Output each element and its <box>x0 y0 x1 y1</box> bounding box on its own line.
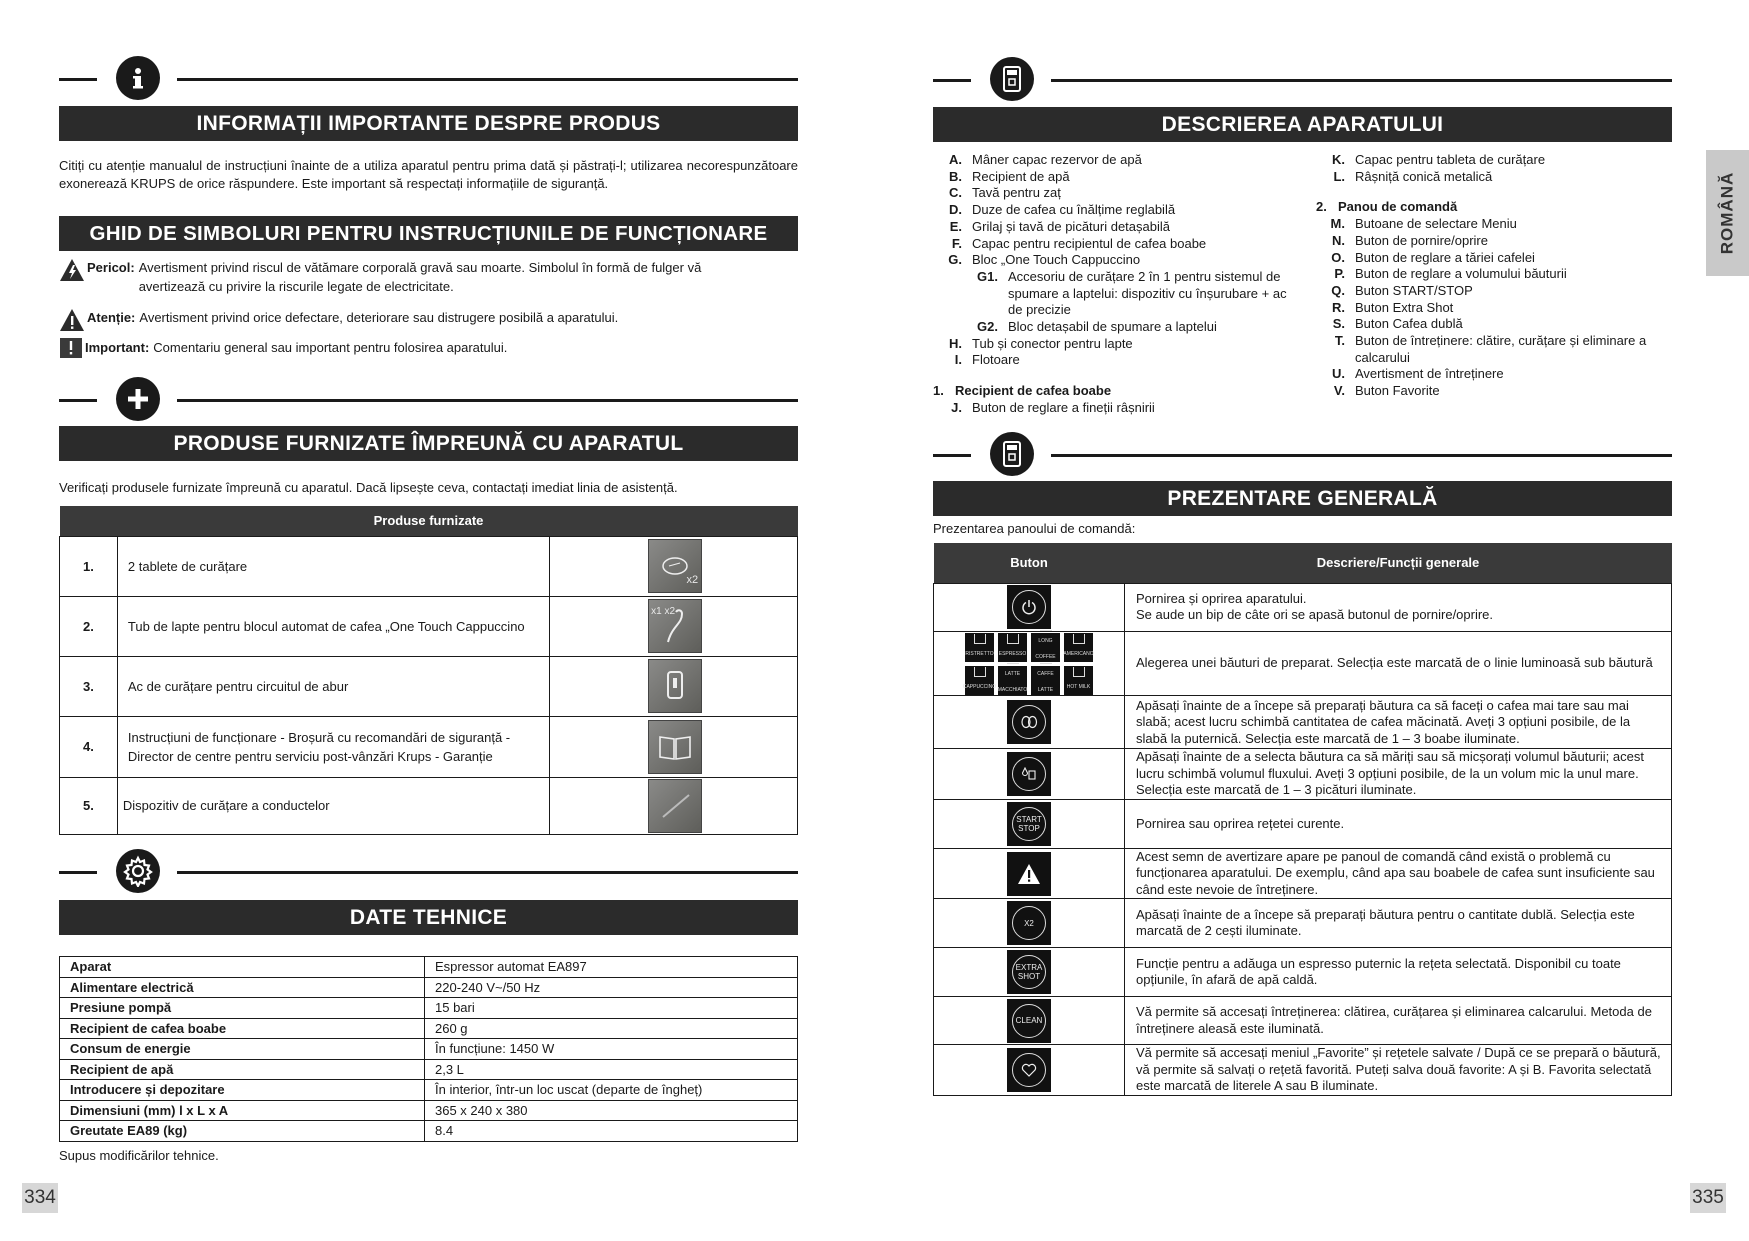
table-row <box>60 1080 798 1101</box>
function-description: Pornirea sau oprirea rețetei curente. <box>1125 799 1672 848</box>
important-icon <box>59 338 85 365</box>
plus-icon <box>116 377 160 421</box>
quantity-badge: x2 <box>686 574 699 586</box>
table-row <box>60 977 798 998</box>
beverage-button-icon: CAPPUCCINO <box>965 666 994 695</box>
spec-value: 365 x 240 x 380 <box>425 1100 798 1121</box>
table-row <box>934 631 1672 696</box>
table-row <box>934 749 1672 800</box>
row-number: 1. <box>60 536 118 596</box>
spec-value: În interior, într-un loc uscat (departe de îngheț) <box>425 1080 798 1101</box>
products-paragraph: Verificați produsele furnizate împreună cu aparatul. Dacă lipsește ceva, contactați imediat linia de asistență. <box>59 480 678 495</box>
list-item: D. Duze de cafea cu înălțime reglabilă <box>949 202 1176 218</box>
page-number: 335 <box>1690 1183 1726 1213</box>
table-row <box>60 957 798 978</box>
table-row <box>934 997 1672 1045</box>
row-text: Instrucțiuni de funcționare - Broșură cu recomandări de siguranță - Director de centre pentru serviciu post-vânzări Krups - Garanție <box>117 716 549 777</box>
spec-key: Introducere și depozitare <box>60 1080 425 1101</box>
power-icon <box>1007 585 1051 629</box>
group-head: 1. Recipient de cafea boabe <box>933 383 1112 399</box>
spec-value: 8.4 <box>425 1121 798 1142</box>
function-description: Acest semn de avertizare apare pe panoul de comandă când există o problemă cu funcționarea aparatului. De exemplu, când apa sau boabele de cafea sunt insuficiente sau când este nevoie de întreținere. <box>1125 848 1672 899</box>
section-title-symbols: GHID DE SIMBOLURI PENTRU INSTRUCȚIUNILE DE FUNCȚIONARE <box>59 216 798 251</box>
row-text: Tub de lapte pentru blocul automat de cafea „One Touch Cappuccino <box>117 596 549 656</box>
group-head: 2. Panou de comandă <box>1316 199 1458 215</box>
spec-key: Presiune pompă <box>60 998 425 1019</box>
list-item: O. Buton de reglare a tăriei cafelei <box>1331 249 1535 265</box>
list-item: K. Capac pentru tableta de curățare <box>1332 152 1546 167</box>
section-title-products: PRODUSE FURNIZATE ÎMPREUNĂ CU APARATUL <box>59 426 798 461</box>
table-row <box>934 799 1672 848</box>
list-item: C. Tavă pentru zaț <box>949 185 1061 201</box>
list-item: E. Grilaj și tavă de picături detașabilă <box>949 218 1170 234</box>
overview-divider <box>933 432 1672 478</box>
symbol-text: Avertisment privind orice defectare, deteriorare sau distrugere posibilă a aparatului. <box>139 310 619 325</box>
overview-intro: Prezentarea panoului de comandă: <box>933 521 1136 536</box>
machine-icon <box>990 432 1034 476</box>
table-row <box>934 696 1672 749</box>
spec-key: Recipient de apă <box>60 1059 425 1080</box>
function-description: Funcție pentru a adăuga un espresso puternic la rețeta selectată. Disponibil cu toate opțiunile, în afară de apă caldă. <box>1125 948 1672 997</box>
function-description: Pornirea și oprirea aparatului. Se aude un bip de câte ori se apasă butonul de pornire/oprire. <box>1125 583 1672 631</box>
list-item: U. Avertisment de întreținere <box>1332 366 1504 382</box>
spec-key: Greutate EA89 (kg) <box>60 1121 425 1142</box>
control-panel-table <box>933 543 1672 1096</box>
spec-key: Aparat <box>60 957 425 978</box>
beverage-button-icon: CAFFE LATTE <box>1031 666 1060 695</box>
spec-value: 15 bari <box>425 998 798 1019</box>
bean-strength-icon <box>1007 700 1051 744</box>
section-title-tech: DATE TEHNICE <box>59 900 798 935</box>
tech-note: Supus modificărilor tehnice. <box>59 1148 219 1163</box>
beverage-button-icon: HOT MILK <box>1064 666 1093 695</box>
table-row <box>60 1121 798 1142</box>
list-item: A. Mâner capac rezervor de apă <box>949 152 1142 167</box>
list-item: M. Butoane de selectare Meniu <box>1330 216 1517 232</box>
steam-needle-image <box>648 659 702 713</box>
section-title-description: DESCRIEREA APARATULUI <box>933 107 1672 142</box>
list-item: R. Buton Extra Shot <box>1332 299 1454 315</box>
table-row <box>60 1100 798 1121</box>
products-table-header: Produse furnizate <box>60 506 798 536</box>
table-row <box>60 656 798 716</box>
list-item: B. Recipient de apă <box>949 168 1070 184</box>
list-item: N. Buton de pornire/oprire <box>1332 232 1488 248</box>
symbol-danger <box>59 258 759 296</box>
list-item: G1. Accesoriu de curățare 2 în 1 pentru sistemul de spumare a laptelui: dispozitiv cu înșurubare + ac de precizie <box>977 268 1287 318</box>
pipe-cleaner-image <box>648 779 702 833</box>
beverage-button-icon: LATTE MACCHIATO <box>998 666 1027 695</box>
spec-key: Alimentare electrică <box>60 977 425 998</box>
left-page <box>0 0 870 1241</box>
symbol-text: Avertisment privind riscul de vătămare corporală gravă sau moarte. Simbolul în formă de fulger vă avertizează cu privire la riscurile legate de electricitate. <box>138 260 702 294</box>
table-row <box>60 596 798 656</box>
col-header-button: Buton <box>934 543 1125 583</box>
list-item: F. Capac pentru recipientul de cafea boabe <box>951 235 1207 251</box>
clean-icon: CLEAN <box>1007 999 1051 1043</box>
row-text: Ac de curățare pentru circuitul de abur <box>117 656 549 716</box>
spec-value: În funcțiune: 1450 W <box>425 1039 798 1060</box>
spec-value: 2,3 L <box>425 1059 798 1080</box>
section-title-overview: PREZENTARE GENERALĂ <box>933 481 1672 516</box>
quantity-badge: x1 x2 <box>651 606 676 617</box>
info-divider <box>59 56 798 102</box>
table-row <box>60 716 798 777</box>
row-text: Dispozitiv de curățare a conductelor <box>117 777 549 834</box>
spec-value: 220-240 V~/50 Hz <box>425 977 798 998</box>
volume-icon <box>1007 752 1051 796</box>
row-number: 3. <box>60 656 118 716</box>
table-row <box>934 583 1672 631</box>
function-description: Apăsați înainte de a începe să preparați băutura ca să faceți o cafea mai tare sau mai slabă; acest lucru schimbă cantitatea de cafea măcinată. Aveți 3 opțiuni posibile, de la slabă la puternică. Selecția este marcată de 1 – 3 boabe iluminate. <box>1125 696 1672 749</box>
symbol-important <box>59 338 759 365</box>
function-description: Alegerea unei băuturi de preparat. Selecția este marcată de o linie luminoasă sub băutură <box>1125 631 1672 696</box>
info-icon <box>116 56 160 100</box>
beverage-button-icon: RISTRETTO <box>965 633 994 662</box>
parts-list-col1 <box>933 152 1292 417</box>
list-item: V. Buton Favorite <box>1333 383 1440 399</box>
tech-divider <box>59 849 798 895</box>
table-row <box>60 1059 798 1080</box>
function-description: Apăsați înainte de a începe să preparați băutura pentru o cantitate dublă. Selecția este marcată de 2 cești iluminate. <box>1125 899 1672 948</box>
list-item: J. Buton de reglare a fineții râșnirii <box>951 399 1155 415</box>
section-title-info: INFORMAȚII IMPORTANTE DESPRE PRODUS <box>59 106 798 141</box>
table-row <box>60 1018 798 1039</box>
table-row <box>60 1039 798 1060</box>
symbol-caution <box>59 308 759 337</box>
table-row <box>934 948 1672 997</box>
beverage-button-icon: LONG COFFEE <box>1031 633 1060 662</box>
beverage-button-icon: AMERICANO <box>1064 633 1093 662</box>
list-item: G2. Bloc detașabil de spumare a laptelui <box>977 319 1217 335</box>
list-item: S. Buton Cafea dublă <box>1332 316 1463 332</box>
heart-icon <box>1007 1048 1051 1092</box>
table-row <box>60 998 798 1019</box>
beverage-button-icon: ESPRESSO <box>998 633 1027 662</box>
function-description: Vă permite să accesați întreținerea: clătirea, curățarea și eliminarea calcarului. Metoda de întreținere aleasă este iluminată. <box>1125 997 1672 1045</box>
spec-key: Dimensiuni (mm) l x L x A <box>60 1100 425 1121</box>
row-number: 4. <box>60 716 118 777</box>
row-text: 2 tablete de curățare <box>117 536 549 596</box>
table-row <box>934 848 1672 899</box>
booklet-image <box>648 720 702 774</box>
table-row <box>934 1045 1672 1096</box>
table-row <box>60 777 798 834</box>
start-stop-icon: START STOP <box>1007 802 1051 846</box>
list-item: P. Buton de reglare a volumului băuturii <box>1334 266 1567 282</box>
list-item: I. Flotoare <box>954 352 1020 368</box>
list-item: L. Râșniță conică metalică <box>1333 168 1493 184</box>
cleaning-tablet-image <box>648 539 702 593</box>
desc-divider <box>933 57 1672 103</box>
list-item: T. Buton de întreținere: clătire, curățare și eliminare a calcarului <box>1334 333 1647 365</box>
list-item: H. Tub și conector pentru lapte <box>949 335 1133 351</box>
info-paragraph: Citiți cu atenție manualul de instrucțiuni înainte de a utiliza aparatul pentru prima dată și păstrați-l; utilizarea necorespunzătoare exonerează KRUPS de orice răspundere. Este important să respectați informațiile de siguranță. <box>59 158 798 191</box>
products-divider <box>59 377 798 423</box>
language-tab: ROMÂNĂ <box>1706 150 1749 276</box>
list-item: Q. Buton START/STOP <box>1331 282 1473 298</box>
caution-icon <box>59 308 87 337</box>
spec-value: Espressor automat EA897 <box>425 957 798 978</box>
function-description: Apăsați înainte de a selecta băutura ca să măriți sau să micșorați volumul băuturii; acest lucru schimbă volumul fluxului. Aveți 3 opțiuni posibile, de la un volum mic la unul mare. Selecția este marcată de 1 – 3 picături iluminate. <box>1125 749 1672 800</box>
row-number: 2. <box>60 596 118 656</box>
table-row <box>934 899 1672 948</box>
machine-icon <box>990 57 1034 101</box>
list-item: G. Bloc „One Touch Cappuccino <box>948 252 1141 268</box>
gear-icon <box>116 849 160 893</box>
symbol-label: Important: <box>85 340 150 355</box>
tech-table <box>59 956 798 1142</box>
symbol-label: Pericol: <box>87 260 135 275</box>
spec-key: Consum de energie <box>60 1039 425 1060</box>
spec-key: Recipient de cafea boabe <box>60 1018 425 1039</box>
row-number: 5. <box>60 777 118 834</box>
parts-list-col2 <box>1316 152 1665 400</box>
extra-shot-icon: EXTRA SHOT <box>1007 950 1051 994</box>
beverage-buttons <box>962 633 1094 695</box>
spec-value: 260 g <box>425 1018 798 1039</box>
lightning-warning-icon <box>59 258 87 296</box>
table-row <box>60 536 798 596</box>
double-icon: X2 <box>1007 901 1051 945</box>
col-header-description: Descriere/Funcții generale <box>1125 543 1672 583</box>
products-table <box>59 506 798 835</box>
symbol-text: Comentariu general sau important pentru folosirea aparatului. <box>153 340 508 355</box>
symbol-label: Atenție: <box>87 310 136 325</box>
function-description: Vă permite să accesați meniul „Favorite” și rețetele salvate / După ce se prepară o băutură, vă permite să salvați o rețetă favorită. Puteți salva două favorite: A și B. Favorita selectată este marcată de literele A sau B iluminate. <box>1125 1045 1672 1096</box>
milk-tube-image <box>648 599 702 653</box>
page-number: 334 <box>22 1183 58 1213</box>
warning-icon <box>1007 852 1051 896</box>
